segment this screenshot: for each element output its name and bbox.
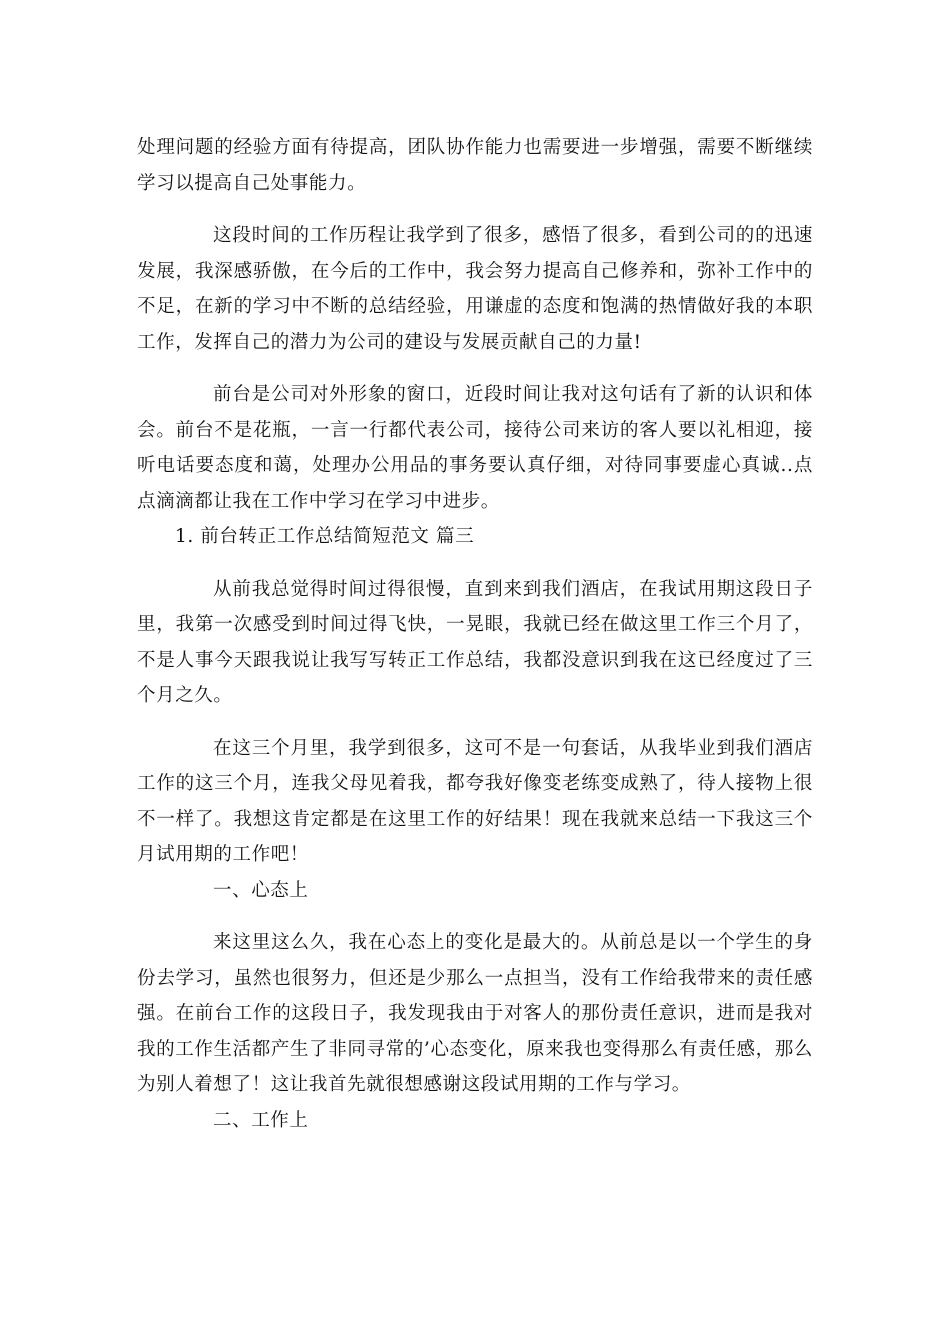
- heading-work: 二、工作上: [213, 1109, 309, 1131]
- document-page: [137, 130, 813, 1138]
- paragraph-1: 处理问题的经验方面有待提高，团队协作能力也需要进一步增强，需要不断继续学习以提高自己处事能力。: [137, 137, 813, 194]
- heading-mindset: 一、心态上: [213, 879, 309, 901]
- paragraph-5: 在这三个月里，我学到很多，这可不是一句套话，从我毕业到我们酒店工作的这三个月，连我父母见着我，都夸我好像变老练变成熟了，待人接物上很不一样了。我想这肯定都是在这里工作的好结果！现在我就来总结一下我这三个月试用期的工作吧！: [137, 737, 813, 865]
- paragraph-4: 从前我总觉得时间过得很慢，直到来到我们酒店，在我试用期这段日子里，我第一次感受到时间过得飞快，一晃眼，我就已经在做这里工作三个月了，不是人事今天跟我说让我写写转正工作总结，我都没意识到我在这已经度过了三个月之久。: [137, 578, 813, 706]
- paragraph-2: 这段时间的工作历程让我学到了很多，感悟了很多，看到公司的的迅速发展，我深感骄傲，在今后的工作中，我会努力提高自己修养和，弥补工作中的不足，在新的学习中不断的总结经验，用谦虚的态度和饱满的热情做好我的本职工作，发挥自己的潜力为公司的建设与发展贡献自己的力量!: [137, 225, 813, 353]
- paragraph-3: 前台是公司对外形象的窗口，近段时间让我对这句话有了新的认识和体会。前台不是花瓶，一言一行都代表公司，接待公司来访的客人要以礼相迎，接听电话要态度和蔼，处理办公用品的事务要认真仔细，对待同事要虚心真诚..点点滴滴都让我在工作中学习在学习中进步。: [137, 384, 813, 512]
- paragraph-6: 来这里这么久，我在心态上的变化是最大的。从前总是以一个学生的身份去学习，虽然也很努力，但还是少那么一点担当，没有工作给我带来的责任感强。在前台工作的这段日子，我发现我由于对客人的那份责任意识，进而是我对我的工作生活都产生了非同寻常的’心态变化，原来我也变得那么有责任感，那么为别人着想了！这让我首先就很想感谢这段试用期的工作与学习。: [137, 932, 813, 1095]
- section-title-article-3: 1. 前台转正工作总结简短范文 篇三: [175, 526, 475, 547]
